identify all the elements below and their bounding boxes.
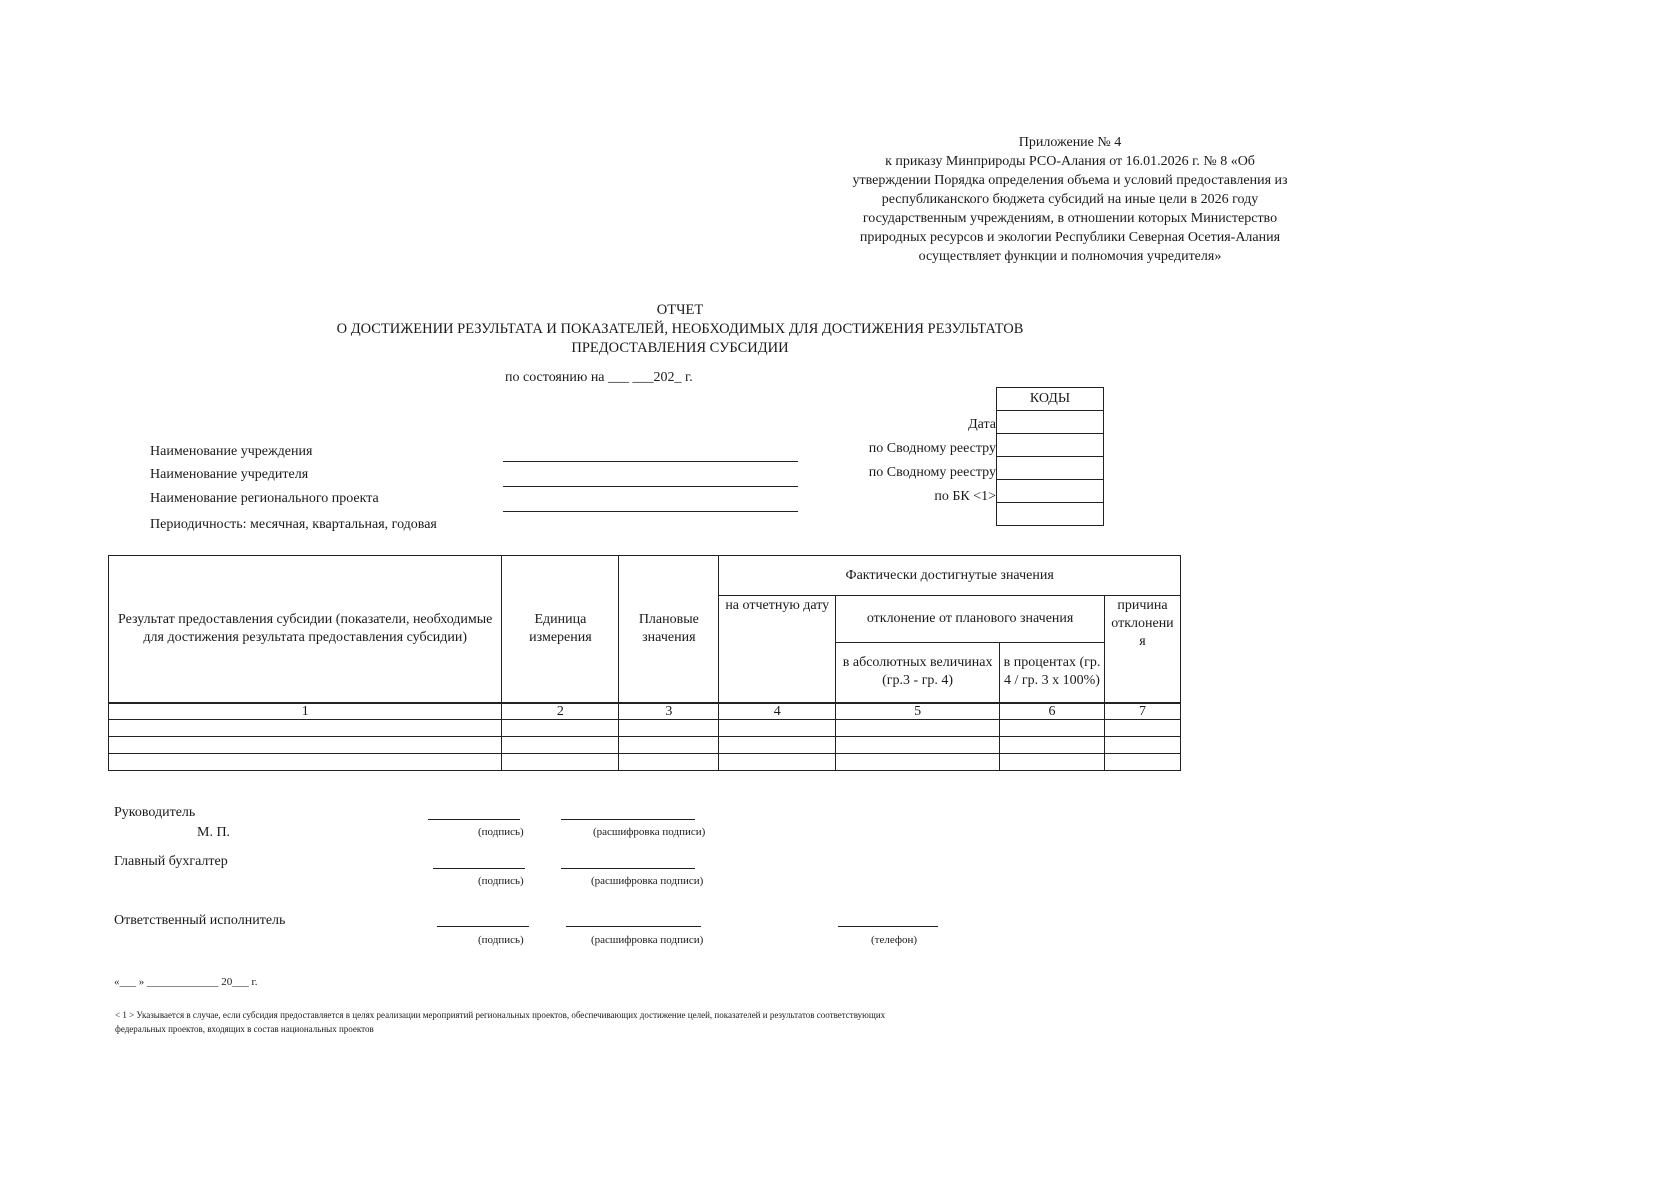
table-cell[interactable] <box>619 736 719 753</box>
periodicity-label: Периодичность: месячная, квартальная, годовая <box>150 517 437 532</box>
table-cell[interactable] <box>1000 753 1105 770</box>
table-cell[interactable] <box>1000 736 1105 753</box>
table-cell[interactable] <box>1104 719 1180 736</box>
registry-code-cell[interactable] <box>997 434 1104 457</box>
codes-table <box>996 387 1104 526</box>
appendix-line: республиканского бюджета субсидий на иные цели в 2026 году <box>881 192 1259 207</box>
col-unit-header: Единица измерения <box>502 556 619 703</box>
as-of-date: по состоянию на ___ ___202_ г. <box>505 370 693 385</box>
table-cell[interactable] <box>109 753 502 770</box>
col-reason-header: причина отклонени я <box>1104 596 1180 703</box>
signing-date: «___ » _____________ 20___ г. <box>114 976 258 988</box>
appendix-line: к приказу Минприроды РСО-Алания от 16.01.2026 г. № 8 «Об <box>885 154 1255 169</box>
col-number: 6 <box>1000 703 1105 720</box>
col-abs-header: в абсолютных величинах (гр.3 - гр. 4) <box>836 643 1000 703</box>
report-table <box>108 555 1181 771</box>
col-report-date-header: на отчетную дату <box>719 596 836 703</box>
col-pct-header: в процентах (гр. 4 / гр. 3 х 100%) <box>1000 643 1105 703</box>
appendix-header <box>830 133 1310 266</box>
report-subtitle: ПРЕДОСТАВЛЕНИЯ СУБСИДИИ <box>571 340 789 356</box>
institution-line[interactable] <box>503 461 798 462</box>
head-signature-line[interactable] <box>428 819 520 820</box>
table-cell[interactable] <box>619 753 719 770</box>
bk-code-cell[interactable] <box>997 480 1104 503</box>
extra-code-cell[interactable] <box>997 503 1104 526</box>
footnote-line: < 1 > Указывается в случае, если субсидия предоставляется в целях реализации мероприятий региональных проектов, обеспечивающих достижение целей, показателей и результатов соответствующих <box>115 1010 886 1020</box>
appendix-line: осуществляет функции и полномочия учредителя» <box>918 249 1222 264</box>
decode-caption: (расшифровка подписи) <box>593 826 706 838</box>
date-code-label: Дата <box>968 417 996 432</box>
appendix-line: природных ресурсов и экологии Республики Северная Осетия-Алания <box>859 230 1281 245</box>
table-cell[interactable] <box>1104 736 1180 753</box>
signature-caption: (подпись) <box>478 826 524 838</box>
table-cell[interactable] <box>1000 719 1105 736</box>
stamp-label: М. П. <box>197 825 231 840</box>
regional-project-label: Наименование регионального проекта <box>150 491 379 506</box>
appendix-number: Приложение № 4 <box>1018 135 1122 150</box>
col-number: 2 <box>502 703 619 720</box>
footnote <box>115 1008 1145 1036</box>
table-cell[interactable] <box>502 736 619 753</box>
report-title: ОТЧЕТ <box>656 302 704 318</box>
phone-caption: (телефон) <box>871 934 918 946</box>
table-cell[interactable] <box>836 719 1000 736</box>
institution-label: Наименование учреждения <box>150 444 313 459</box>
founder-line[interactable] <box>503 486 798 487</box>
col-number: 7 <box>1104 703 1180 720</box>
table-row <box>109 736 1181 753</box>
signature-caption: (подпись) <box>478 934 524 946</box>
appendix-line: государственным учреждениям, в отношении которых Министерство <box>862 211 1278 226</box>
date-code-cell[interactable] <box>997 411 1104 434</box>
table-row <box>109 753 1181 770</box>
col-number: 1 <box>109 703 502 720</box>
table-cell[interactable] <box>109 719 502 736</box>
founder-label: Наименование учредителя <box>150 467 309 482</box>
accountant-decode-line[interactable] <box>561 868 695 869</box>
executor-label: Ответственный исполнитель <box>114 913 286 928</box>
table-cell[interactable] <box>719 719 836 736</box>
codes-header: КОДЫ <box>997 388 1104 411</box>
table-cell[interactable] <box>502 753 619 770</box>
col-plan-header: Плановые значения <box>619 556 719 703</box>
executor-phone-line[interactable] <box>838 926 938 927</box>
table-cell[interactable] <box>109 736 502 753</box>
registry-code-label: по Сводному реестру <box>868 441 996 456</box>
col-number: 4 <box>719 703 836 720</box>
decode-caption: (расшифровка подписи) <box>591 875 704 887</box>
group-deviation-header: отклонение от планового значения <box>836 596 1105 643</box>
col-number: 5 <box>836 703 1000 720</box>
table-cell[interactable] <box>619 719 719 736</box>
head-label: Руководитель <box>114 805 196 820</box>
signature-caption: (подпись) <box>478 875 524 887</box>
report-title-block <box>280 301 1080 358</box>
decode-caption: (расшифровка подписи) <box>591 934 704 946</box>
table-cell[interactable] <box>1104 753 1180 770</box>
report-subtitle: О ДОСТИЖЕНИИ РЕЗУЛЬТАТА И ПОКАЗАТЕЛЕЙ, НЕОБХОДИМЫХ ДЛЯ ДОСТИЖЕНИЯ РЕЗУЛЬТАТОВ <box>336 321 1024 337</box>
col-result-header: Результат предоставления субсидии (показатели, необходимые для достижения результата предоставления субсидии) <box>109 556 502 703</box>
registry-code-cell[interactable] <box>997 457 1104 480</box>
table-row <box>109 719 1181 736</box>
table-cell[interactable] <box>836 753 1000 770</box>
bk-code-label: по БК <1> <box>934 489 996 504</box>
table-cell[interactable] <box>719 753 836 770</box>
executor-signature-line[interactable] <box>437 926 529 927</box>
table-cell[interactable] <box>502 719 619 736</box>
table-cell[interactable] <box>719 736 836 753</box>
col-number: 3 <box>619 703 719 720</box>
group-actual-header: Фактически достигнутые значения <box>719 556 1181 596</box>
footnote-line: федеральных проектов, входящих в состав национальных проектов <box>115 1024 374 1034</box>
executor-decode-line[interactable] <box>566 926 701 927</box>
registry-code-label: по Сводному реестру <box>868 465 996 480</box>
accountant-label: Главный бухгалтер <box>114 854 228 869</box>
appendix-line: утверждении Порядка определения объема и условий предоставления из <box>852 173 1288 188</box>
head-decode-line[interactable] <box>561 819 695 820</box>
table-cell[interactable] <box>836 736 1000 753</box>
accountant-signature-line[interactable] <box>433 868 525 869</box>
regional-project-line[interactable] <box>503 511 798 512</box>
